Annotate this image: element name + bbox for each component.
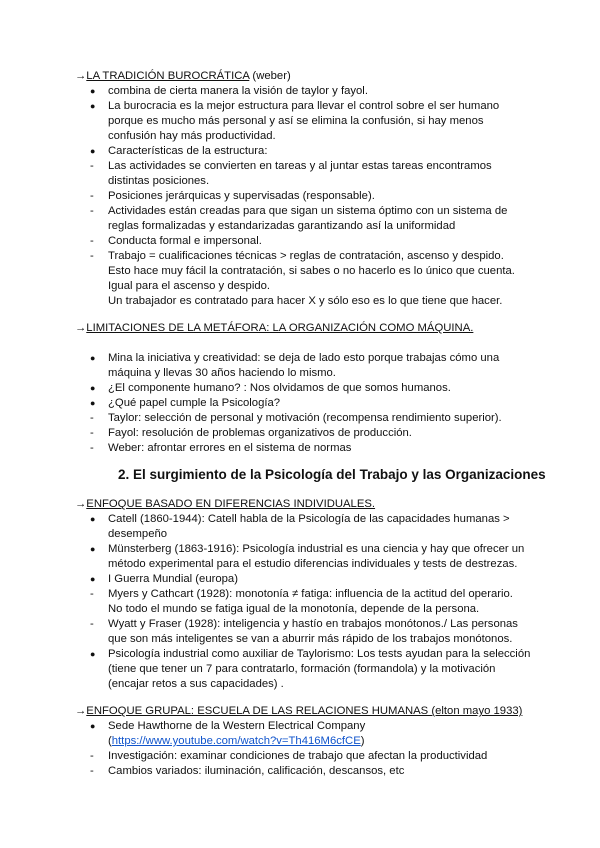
list-bullet: ● (90, 398, 96, 408)
list-item-text: No todo el mundo se fatiga igual de la monotonía, depende de la persona. (108, 603, 480, 615)
list-item-text: (tiene que tener un 7 para contratarlo, formación (formandola) y la motivación (108, 663, 496, 675)
list-bullet: ● (90, 86, 96, 96)
list-item-text: desempeño (108, 528, 168, 540)
list-dash: - (90, 235, 94, 247)
list-item-text: Taylor: selección de personal y motivación (recompensa rendimiento superior). (108, 412, 502, 424)
list-bullet: ● (90, 649, 96, 659)
list-dash: - (90, 190, 94, 202)
list-item-text: La burocracia es la mejor estructura para llevar el control sobre el ser humano (108, 100, 500, 112)
list-bullet: ● (90, 146, 96, 156)
list-item-text: ¿Qué papel cumple la Psicología? (108, 397, 281, 409)
list-bullet: ● (90, 101, 96, 111)
list-item-text: Características de la estructura: (108, 145, 268, 157)
list-dash: - (90, 250, 94, 262)
list-item-text: Posiciones jerárquicas y supervisadas (responsable). (108, 190, 375, 202)
list-dash: - (90, 412, 94, 424)
list-dash: - (90, 588, 94, 600)
list-item-text: Psicología industrial como auxiliar de Taylorismo: Los tests ayudan para la selección (108, 648, 531, 660)
list-item-text: Igual para el ascenso y despido. (108, 280, 271, 292)
list-item-text: Esto hace muy fácil la contratación, si sabes o no hacerlo es lo único que cuenta. (108, 265, 515, 277)
list-item-text: Weber: afrontar errores en el sistema de normas (108, 442, 352, 454)
youtube-link[interactable]: https://www.youtube.com/watch?v=Th416M6cfCE (111, 735, 361, 747)
list-item-text: Mina la iniciativa y creatividad: se deja de lado esto porque trabajas cómo una (108, 352, 500, 364)
list-item-text: Münsterberg (1863-1916): Psicología industrial es una ciencia y hay que ofrecer un (108, 543, 525, 555)
list-item-text: distintas posiciones. (108, 175, 210, 187)
list-item-text: Catell (1860-1944): Catell habla de la Psicología de las capacidades humanas > (108, 513, 510, 525)
list-item-text: ¿El componente humano? : Nos olvidamos de que somos humanos. (108, 382, 451, 394)
list-item-text: Actividades están creadas para que sigan un sistema óptimo con un sistema de (108, 205, 508, 217)
list-dash: - (90, 427, 94, 439)
list-bullet: ● (90, 574, 96, 584)
list-item-text: porque es mucho más personal y así se elimina la confusión, si hay menos (108, 115, 484, 127)
list-item-text: Wyatt y Fraser (1928): inteligencia y hastío en trabajos monótonos./ Las personas (108, 618, 518, 630)
list-item-text: confusión hay más productividad. (108, 130, 276, 142)
list-dash: - (90, 205, 94, 217)
list-dash: - (90, 765, 94, 777)
list-item-text: Cambios variados: iluminación, calificación, descansos, etc (108, 765, 405, 777)
list-item-text: máquina y llevas 30 años haciendo lo mismo. (108, 367, 336, 379)
list-item-text: Un trabajador es contratado para hacer X y sólo eso es lo que tiene que hacer. (108, 295, 503, 307)
list-bullet: ● (90, 383, 96, 393)
section-heading-limitaciones: →LIMITACIONES DE LA METÁFORA: LA ORGANIZACIÓN COMO MÁQUINA. (75, 322, 474, 334)
list-dash: - (90, 160, 94, 172)
list-item-text: Trabajo = cualificaciones técnicas > reglas de contratación, ascenso y despido. (108, 250, 504, 262)
list-item-text: Investigación: examinar condiciones de trabajo que afectan la productividad (108, 750, 488, 762)
list-item-text: (https://www.youtube.com/watch?v=Th416M6cfCE) (108, 735, 365, 747)
list-item-text: Myers y Cathcart (1928): monotonía ≠ fatiga: influencia de la actitud del operario. (108, 588, 513, 600)
section-heading-grupal: →ENFOQUE GRUPAL: ESCUELA DE LAS RELACIONES HUMANAS (elton mayo 1933) (75, 705, 523, 717)
list-dash: - (90, 750, 94, 762)
list-item-text: reglas formalizadas y estandarizadas garantizando así la uniformidad (108, 220, 456, 232)
list-item-text: I Guerra Mundial (europa) (108, 573, 238, 585)
list-bullet: ● (90, 721, 96, 731)
list-item-text: método experimental para el estudio diferencias individuales y tests de destrezas. (108, 558, 518, 570)
list-item-text: (encajar retos a sus capacidades) . (108, 678, 284, 690)
list-item-text: Sede Hawthorne de la Western Electrical Company (108, 720, 366, 732)
chapter-heading: 2. El surgimiento de la Psicología del Trabajo y las Organizaciones (118, 467, 546, 482)
list-item-text: que son más inteligentes se van a aburrir más rápido de los trabajos monótonos. (108, 633, 513, 645)
list-dash: - (90, 618, 94, 630)
list-item-text: Conducta formal e impersonal. (108, 235, 262, 247)
list-bullet: ● (90, 353, 96, 363)
list-dash: - (90, 442, 94, 454)
list-item-text: Fayol: resolución de problemas organizativos de producción. (108, 427, 412, 439)
section-heading-burocratica: →LA TRADICIÓN BUROCRÁTICA (weber) (75, 70, 291, 82)
list-item-text: combina de cierta manera la visión de taylor y fayol. (108, 85, 368, 97)
list-bullet: ● (90, 544, 96, 554)
list-item-text: Las actividades se convierten en tareas y al juntar estas tareas encontramos (108, 160, 492, 172)
list-bullet: ● (90, 514, 96, 524)
section-heading-diferencias: →ENFOQUE BASADO EN DIFERENCIAS INDIVIDUALES. (75, 498, 376, 510)
